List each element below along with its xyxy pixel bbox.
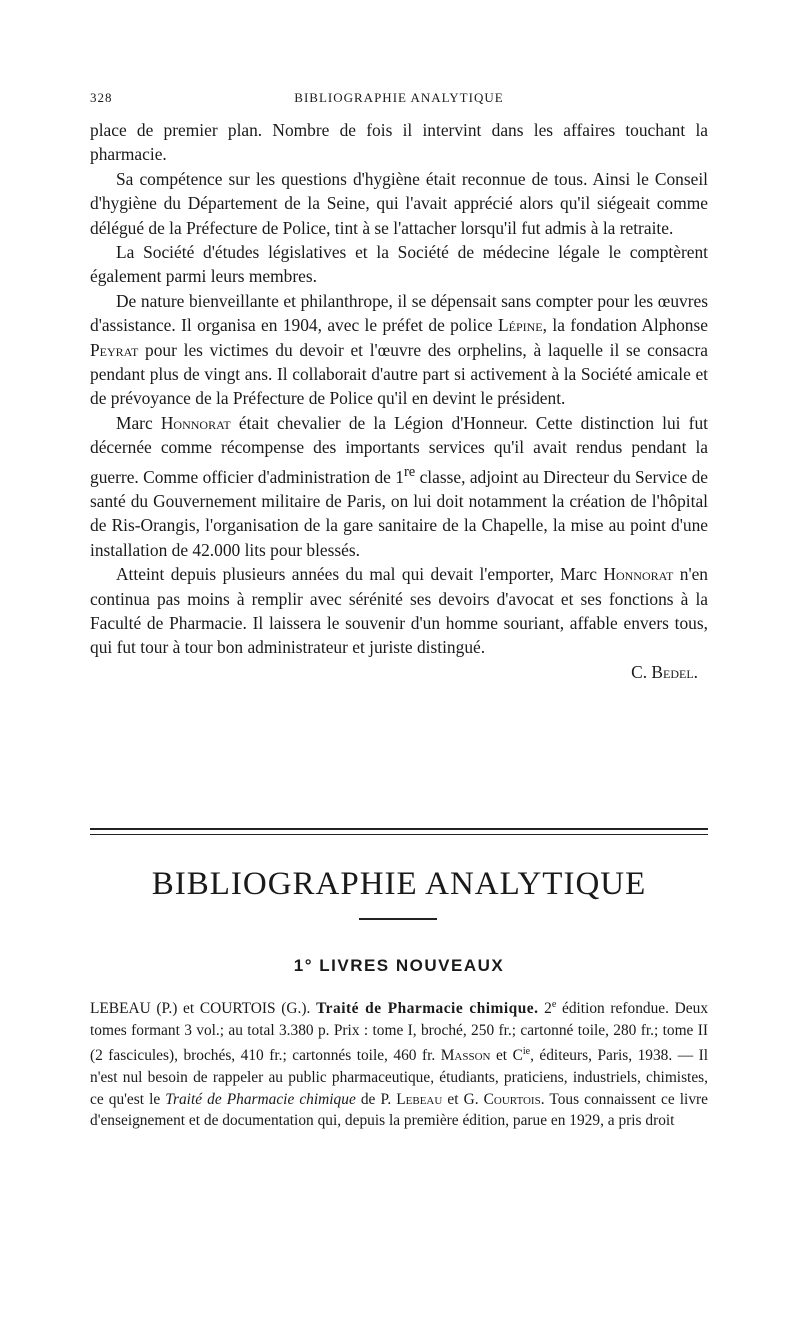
short-divider [359, 918, 437, 920]
text-run: était chevalier de la Légion d'Honneur. Cette distinction lui fut décernée comme récompense des importants services qu'il avait rendus pendant la guerre. Comme officier d'administration de 1 [90, 412, 708, 487]
entry-text [90, 994, 708, 1132]
obituary-text [90, 118, 708, 684]
text-run: 2 [538, 1000, 552, 1018]
text-run: — Il n'est nul besoin de rappeler au public pharmaceutique, étudiants, praticiens, industriels, chimistes, ce qu'est le [90, 1047, 708, 1108]
text-run: Atteint depuis plusieurs années du mal qui devait l'emporter, Marc [116, 564, 604, 585]
text-run: , la fondation Alphonse [542, 315, 708, 336]
subsection-title: 1° LIVRES NOUVEAUX [293, 956, 505, 975]
person-name: Lebeau [396, 1090, 443, 1108]
text-run: , éditeurs, Paris, 1938. [530, 1047, 673, 1065]
text-run: de P. [355, 1090, 397, 1108]
text-run: pour les victimes du devoir et l'œuvre des orphelins, à laquelle il se consacra pendant plus de vingt ans. Il collaborait d'autre part si activement à la Société amicale et de prévoyance de la Préfecture de Police qu'il en devint le président. [90, 339, 708, 409]
text-run: Marc [116, 412, 161, 433]
running-title: BIBLIOGRAPHIE ANALYTIQUE [294, 90, 504, 105]
section-title: BIBLIOGRAPHIE ANALYTIQUE [151, 866, 647, 902]
superscript: e [551, 999, 557, 1010]
text-run: et G. [442, 1090, 484, 1108]
paragraph: place de premier plan. Nombre de fois il intervint dans les affaires touchant la pharmacie. [90, 120, 708, 165]
signature [90, 660, 708, 684]
person-name: Peyrat [90, 339, 139, 360]
text-run: classe, adjoint au Directeur du Service de santé du Gouvernement militaire de Paris, on lui doit notamment la création de l'hôpital de Ris-Orangis, l'organisation de la gare sanitaire de la Chapelle, la mise au point d'une installation de 42.000 lits pour blessés. [90, 466, 708, 560]
bibliography-entry [90, 994, 708, 1132]
signature-initial: C. [631, 661, 652, 682]
paragraph [90, 562, 708, 660]
person-name: Honnorat [160, 412, 231, 433]
text-run: édition refondue. Deux tomes formant 3 vol.; au total 3.380 p. Prix : tome I, broché, 250 fr.; cartonné toile, 280 fr.; tome II (2 fascicules), brochés, 410 fr.; cartonnés toile, 460 fr. [90, 1000, 709, 1065]
divider-rule [90, 828, 708, 830]
publisher: Masson [440, 1047, 491, 1065]
authors: LEBEAU (P.) et COURTOIS (G.). [90, 1000, 317, 1018]
paragraph: La Société d'études législatives et la Société de médecine légale le comptèrent également parmi leurs membres. [90, 242, 708, 287]
paragraph: Sa compétence sur les questions d'hygiène était reconnue de tous. Ainsi le Conseil d'hygiène du Département de la Seine, qui l'avait apprécié alors qu'il siégeait comme délégué de la Préfecture de Police, tint à se l'attacher lorsqu'il fut admis à la retraite. [90, 168, 708, 238]
text-run: . Tous connaissent ce livre d'enseignement et de documentation qui, depuis la première édition, parue en 1929, a pris droit [90, 1090, 708, 1130]
text-run: n'en continua pas moins à remplir avec sérénité ses devoirs d'avocat et ses fonctions à la Faculté de Pharmacie. Il laissera le souvenir d'un homme souriant, affable envers tous, qui fut tour à tour bon administrateur et juriste distingué. [90, 564, 708, 658]
running-head [90, 90, 708, 110]
person-name: Courtois [483, 1090, 541, 1108]
text-run: et C [490, 1047, 523, 1065]
text-run: De nature bienveillante et philanthrope, il se dépensait sans compter pour les œuvres d'assistance. Il organisa en 1904, avec le préfet de police [90, 290, 708, 336]
signature-name: Bedel. [651, 661, 698, 682]
superscript: re [403, 463, 416, 480]
paragraph [90, 289, 708, 411]
book-title: Traité de Pharmacie chimique. [316, 1000, 539, 1018]
person-name: Honnorat [603, 564, 674, 585]
paragraph [90, 411, 708, 562]
person-name: Lépine [498, 315, 543, 336]
divider-rule [90, 834, 708, 835]
page-number: 328 [90, 90, 113, 105]
superscript: ie [522, 1046, 531, 1058]
italic-title: Traité de Pharmacie chimique [165, 1090, 356, 1108]
